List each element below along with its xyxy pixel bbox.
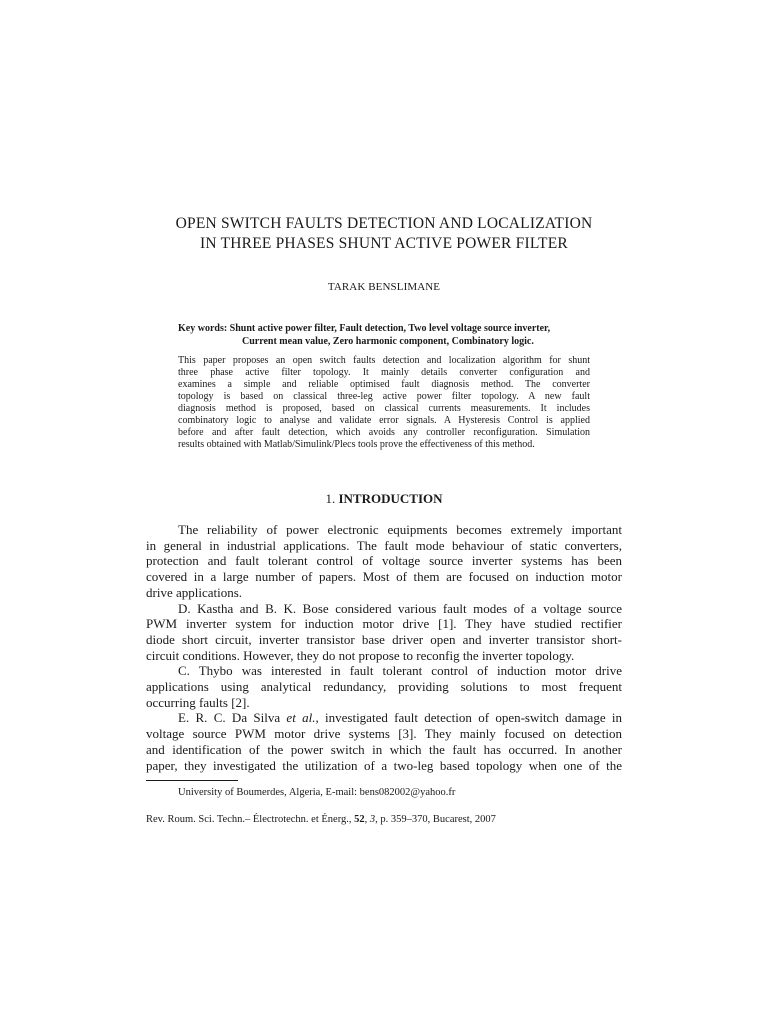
body-line: protection and fault tolerant control of voltage source inverter systems has been <box>146 553 622 569</box>
abstract-block <box>178 355 590 451</box>
citation-volume: 52 <box>354 814 365 825</box>
body-line: paper, they investigated the utilization of a two-leg based topology when one of the <box>146 757 622 773</box>
body-line: E. R. C. Da Silva et al., investigated fault detection of open-switch damage in <box>178 710 623 726</box>
footnote-divider <box>146 780 238 781</box>
abstract-line: three phase active filter topology. It mainly details converter configuration and <box>178 367 590 378</box>
body-line: occurring faults [2]. <box>146 694 250 710</box>
title-line-2: IN THREE PHASES SHUNT ACTIVE POWER FILTER <box>200 235 568 252</box>
body-line: and identification of the power switch in which the fault has occurred. In another <box>146 741 622 757</box>
body-line: The reliability of power electronic equipments becomes extremely important <box>178 522 622 537</box>
abstract-line: before and after fault detection, which avoids any controller reconfiguration. Simulation <box>178 427 590 438</box>
body-line: drive applications. <box>146 584 243 600</box>
abstract-line: This paper proposes an open switch faults detection and localization algorithm for shunt <box>178 355 590 366</box>
body-text <box>146 522 622 773</box>
section-name: INTRODUCTION <box>338 491 443 506</box>
body-line: circuit conditions. However, they do not propose to reconfig the inverter topology. <box>146 647 575 663</box>
body-line: D. Kastha and B. K. Bose considered various fault modes of a voltage source <box>178 600 622 616</box>
citation-issue: 3 <box>369 814 376 825</box>
body-line: applications using analytical redundancy, providing solutions to most frequent <box>146 679 622 695</box>
abstract-line: topology is based on classical three-leg active power filter topology. A new fault <box>178 391 590 402</box>
body-line: PWM inverter system for induction motor drive [1]. They have studied rectifier <box>146 616 622 632</box>
section-heading <box>100 491 668 507</box>
body-line: covered in a large number of papers. Most of them are focused on induction motor <box>146 569 622 585</box>
keywords-line-1: Key words: Shunt active power filter, Fault detection, Two level voltage source inverter, <box>178 323 551 334</box>
keywords-block <box>178 322 590 348</box>
abstract-line: combinatory logic to analyse and validate error signals. A Hysteresis Control is applied <box>178 415 590 426</box>
keywords-line-2: Current mean value, Zero harmonic component, Combinatory logic. <box>242 336 534 347</box>
abstract-line: diagnosis method is proposed, based on classical currents measurements. It includes <box>178 403 590 414</box>
body-line: diode short circuit, inverter transistor base driver open and inverter transistor short- <box>146 631 622 647</box>
paper-title <box>100 214 668 254</box>
abstract-line: examines a simple and reliable optimised fault diagnosis method. The converter <box>178 379 590 390</box>
author-name: TARAK BENSLIMANE <box>327 281 441 293</box>
journal-citation: Rev. Roum. Sci. Techn.– Électrotechn. et Énerg., 52, 3, p. 359–370, Bucarest, 2007 <box>146 814 496 825</box>
author-affiliation: University of Boumerdes, Algeria, E-mail: bens082002@yahoo.fr <box>178 787 456 798</box>
abstract-line: results obtained with Matlab/Simulink/Plecs tools prove the effectiveness of this method. <box>178 439 535 450</box>
citation-suffix: , p. 359–370, Bucarest, 2007 <box>375 814 496 825</box>
citation-prefix: Rev. Roum. Sci. Techn.– Électrotechn. et Énerg., <box>146 814 355 825</box>
section-number: 1. <box>325 491 336 506</box>
body-line: in general in industrial applications. The fault mode behaviour of static converters, <box>146 537 622 553</box>
title-line-1: OPEN SWITCH FAULTS DETECTION AND LOCALIZATION <box>175 215 593 232</box>
body-line: voltage source PWM motor drive systems [3]. They mainly focused on detection <box>146 726 622 742</box>
body-line: C. Thybo was interested in fault tolerant control of induction motor drive <box>178 663 622 679</box>
